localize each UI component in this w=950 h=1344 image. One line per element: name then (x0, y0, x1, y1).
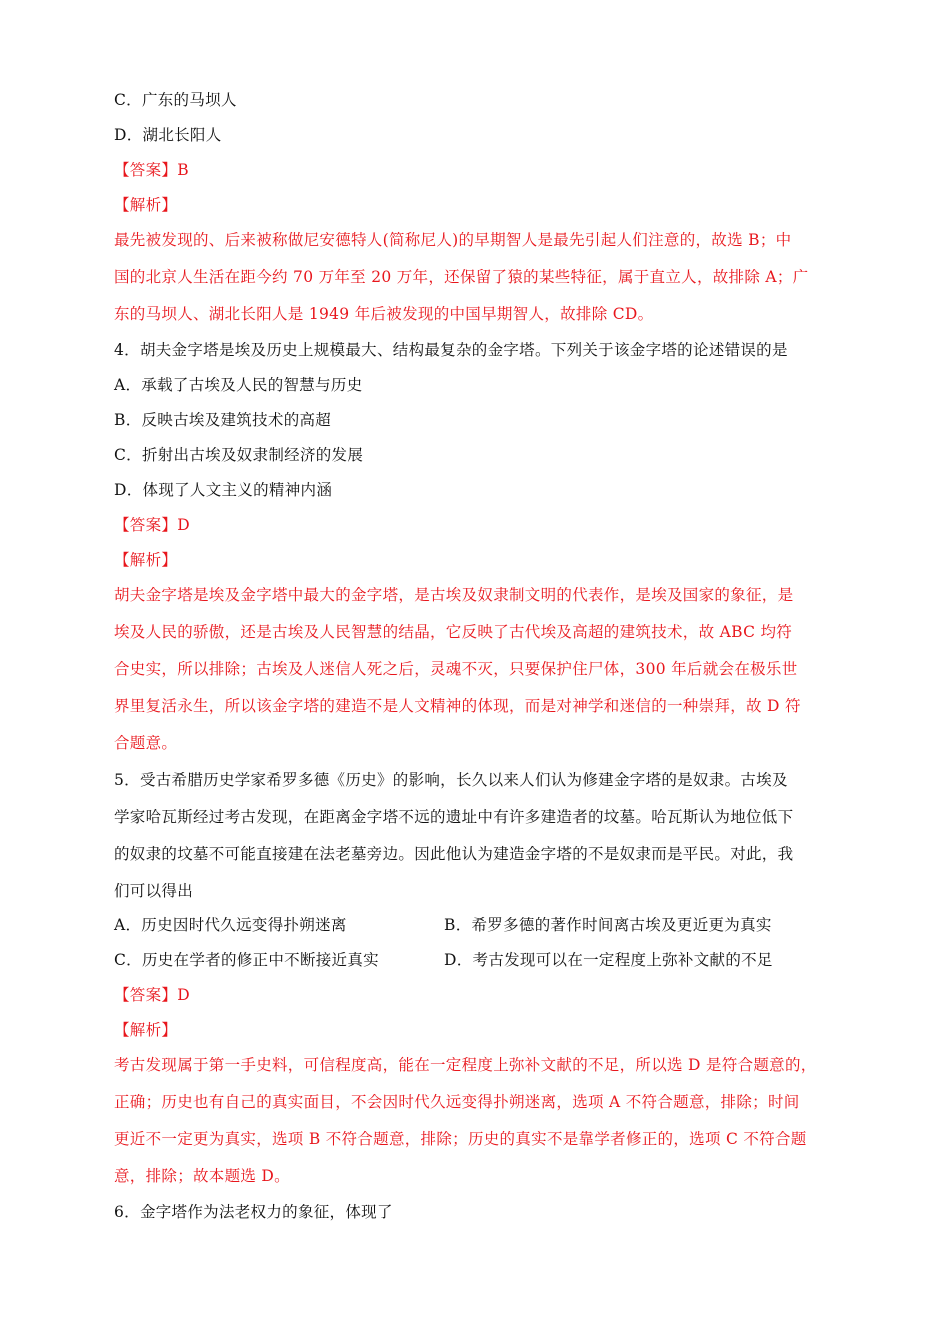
q4-analysis-line: 埃及人民的骄傲，还是古埃及人民智慧的结晶，它反映了古代埃及高超的建筑技术，故 ABC 均符 (114, 623, 793, 641)
q5-option-b: B．希罗多德的著作时间离古埃及更近更为真实 (444, 916, 772, 934)
q3-analysis-line: 最先被发现的、后来被称做尼安德特人(简称尼人)的早期智人是最先引起人们注意的，故选 B；中 (114, 231, 792, 249)
q5-analysis-line: 意，排除；故本题选 D。 (114, 1167, 290, 1185)
q3-option-d: D．湖北长阳人 (114, 126, 222, 144)
q4-answer (114, 515, 190, 535)
q5-analysis-tag: 【解析】 (114, 1021, 178, 1039)
q3-answer (114, 160, 189, 180)
q5-analysis-line: 更近不一定更为真实，选项 B 不符合题意，排除；历史的真实不是靠学者修正的，选项 C 不符合题 (114, 1130, 807, 1148)
q5-answer (114, 985, 190, 1005)
q3-analysis-line: 国的北京人生活在距今约 70 万年至 20 万年，还保留了猿的某些特征，属于直立人，故排除 A；广 (114, 268, 809, 286)
q5-option-d: D．考古发现可以在一定程度上弥补文献的不足 (444, 951, 773, 969)
q5-stem-line: 们可以得出 (114, 882, 194, 900)
q4-analysis-line: 胡夫金字塔是埃及金字塔中最大的金字塔，是古埃及奴隶制文明的代表作，是埃及国家的象征，是 (114, 586, 794, 604)
q4-option-d: D．体现了人文主义的精神内涵 (114, 481, 333, 499)
q4-analysis-line: 界里复活永生，所以该金字塔的建造不是人文精神的体现，而是对神学和迷信的一种崇拜，故 D 符 (114, 697, 801, 715)
q3-analysis-line: 东的马坝人、湖北长阳人是 1949 年后被发现的中国早期智人，故排除 CD。 (114, 305, 654, 323)
q3-option-c: C．广东的马坝人 (114, 91, 237, 109)
q4-analysis-tag: 【解析】 (114, 551, 178, 569)
answer-value: D (177, 986, 190, 1004)
q5-option-c: C．历史在学者的修正中不断接近真实 (114, 951, 379, 969)
q4-analysis-line: 合史实，所以排除；古埃及人迷信人死之后，灵魂不灭，只要保护住尸体，300 年后就会在极乐世 (114, 660, 798, 678)
q5-analysis-line: 考古发现属于第一手史料，可信程度高，能在一定程度上弥补文献的不足，所以选 D 是符合题意的， (114, 1056, 817, 1074)
q4-option-b: B．反映古埃及建筑技术的高超 (114, 411, 332, 429)
q4-analysis-line: 合题意。 (114, 734, 178, 752)
q3-analysis-tag: 【解析】 (114, 196, 178, 214)
q4-option-a: A．承载了古埃及人民的智慧与历史 (114, 376, 363, 394)
q5-stem-line: 5．受古希腊历史学家希罗多德《历史》的影响，长久以来人们认为修建金字塔的是奴隶。古埃及 (114, 771, 788, 789)
q4-option-c: C．折射出古埃及奴隶制经济的发展 (114, 446, 364, 464)
answer-tag: 【答案】 (114, 161, 178, 179)
q5-option-a: A．历史因时代久远变得扑朔迷离 (114, 916, 347, 934)
q4-stem: 4．胡夫金字塔是埃及历史上规模最大、结构最复杂的金字塔。下列关于该金字塔的论述错误的是 (114, 341, 788, 359)
q5-stem-line: 学家哈瓦斯经过考古发现，在距离金字塔不远的遗址中有许多建造者的坟墓。哈瓦斯认为地位低下 (114, 808, 794, 826)
answer-tag: 【答案】 (114, 986, 178, 1004)
q5-stem-line: 的奴隶的坟墓不可能直接建在法老墓旁边。因此他认为建造金字塔的不是奴隶而是平民。对此，我 (114, 845, 794, 863)
answer-value: B (177, 161, 189, 179)
answer-value: D (177, 516, 190, 534)
q6-stem: 6．金字塔作为法老权力的象征，体现了 (114, 1203, 393, 1221)
q5-analysis-line: 正确；历史也有自己的真实面目，不会因时代久远变得扑朔迷离，选项 A 不符合题意，排除；时间 (114, 1093, 800, 1111)
answer-tag: 【答案】 (114, 516, 178, 534)
